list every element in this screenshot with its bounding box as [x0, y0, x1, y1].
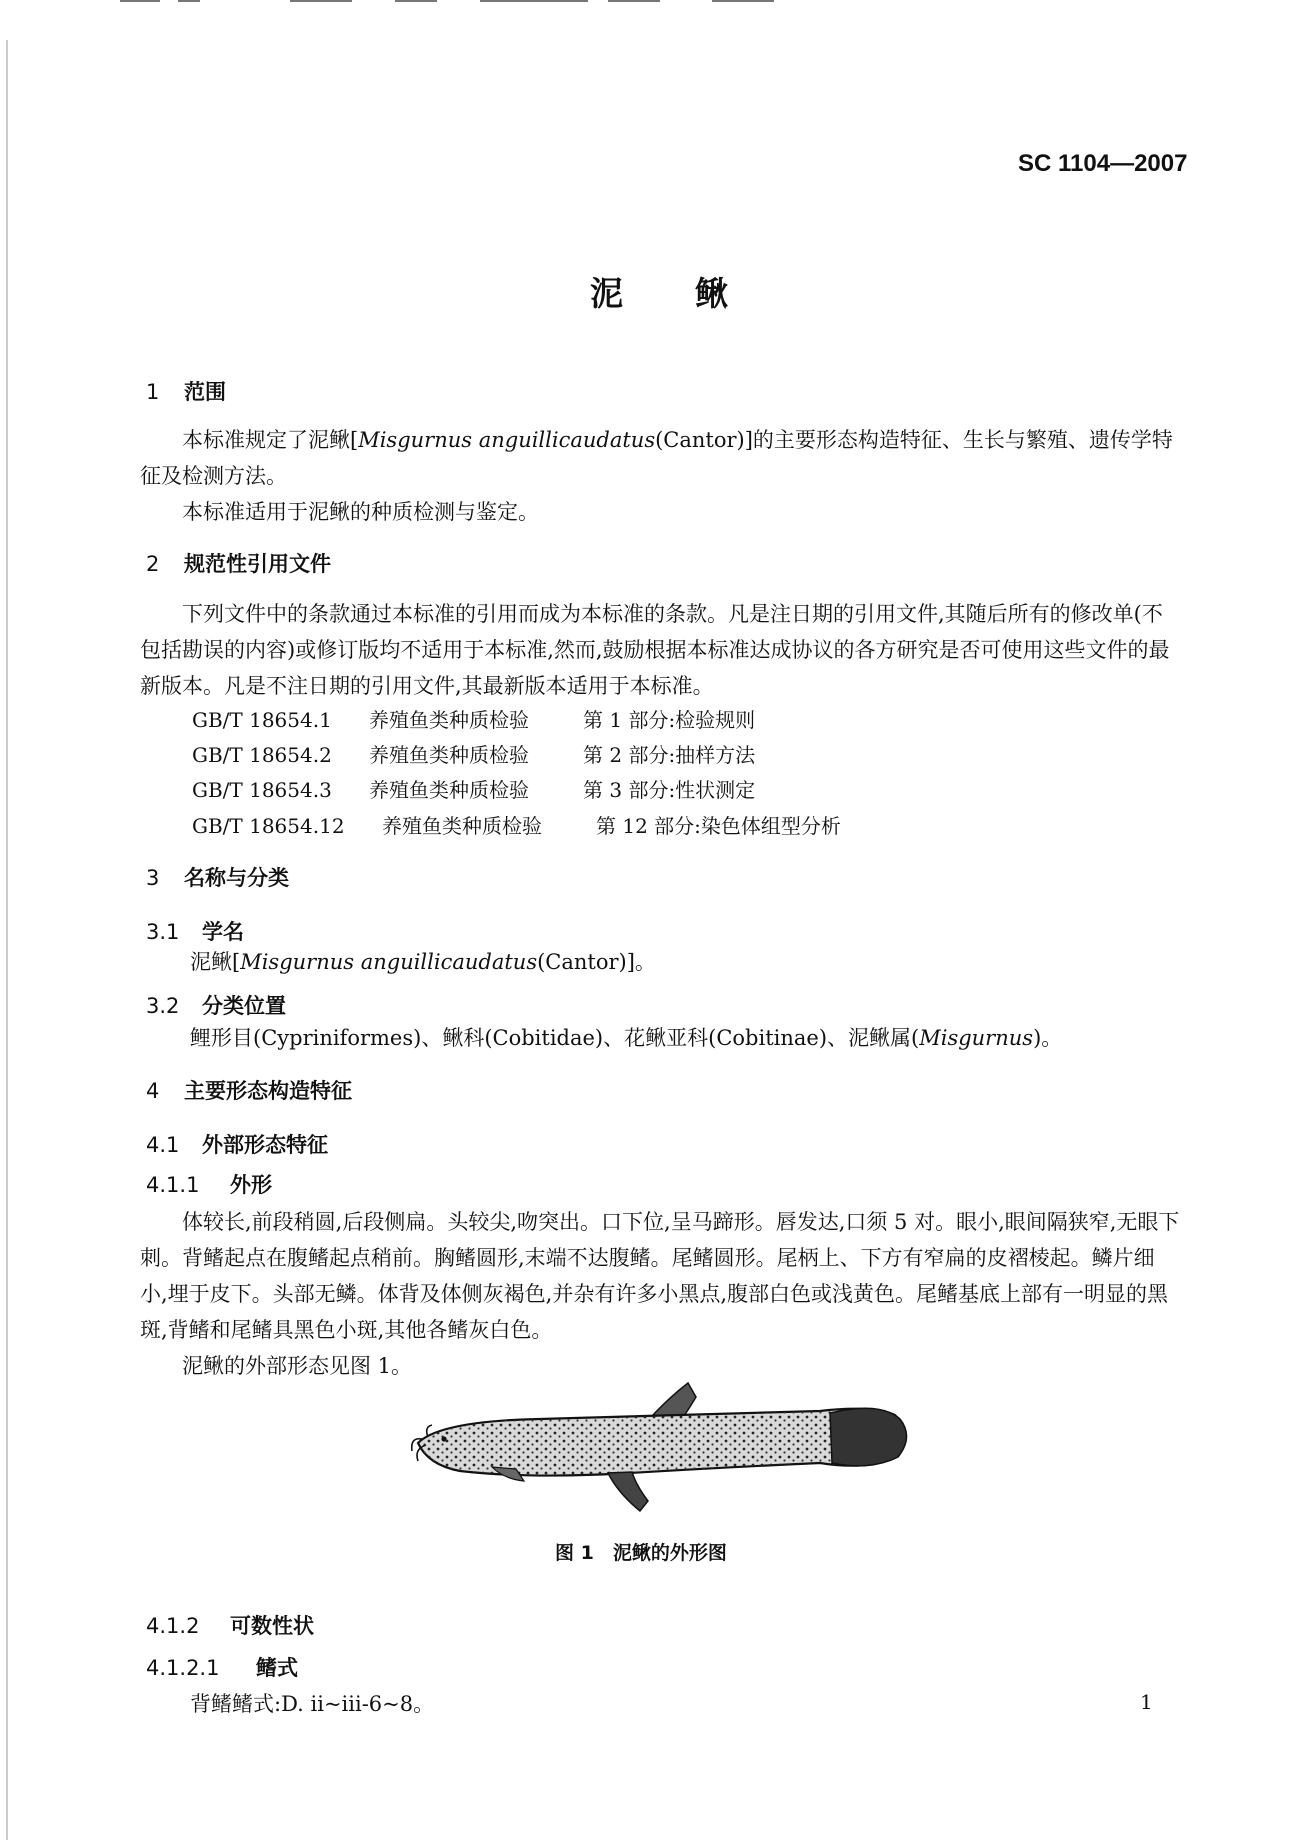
- page-number: 1: [1140, 1690, 1153, 1714]
- reference-item: GB/T 18654.3 养殖鱼类种质检验 第 3 部分:性状测定: [192, 778, 756, 802]
- tail-fin: [830, 1408, 907, 1466]
- section-4-1-2-1-heading: 4.1.2.1 鳍式: [146, 1656, 298, 1680]
- references-intro: 下列文件中的条款通过本标准的引用而成为本标准的条款。凡是注日期的引用文件,其随后所有的修改单(不包括勘误的内容)或修订版均不适用于本标准,然而,鼓励根据本标准达成协议的各方研究是否可使用这些文件的最新版本。凡是不注日期的引用文件,其最新版本适用于本标准。: [140, 602, 1170, 698]
- scan-mark: [395, 0, 437, 2]
- scan-mark: [120, 0, 160, 2]
- figure-reference: 泥鳅的外部形态见图 1。: [182, 1354, 413, 1378]
- taxonomic-position: 鲤形目(Cypriniformes)、鳅科(Cobitidae)、花鳅亚科(Cobitinae)、泥鳅属(Misgurnus)。: [190, 1026, 1063, 1050]
- section-4-1-2-heading: 4.1.2 可数性状: [146, 1614, 314, 1638]
- section-3-heading: 3 名称与分类: [146, 866, 289, 890]
- section-3-1-heading: 3.1 学名: [146, 920, 244, 944]
- figure-caption: 图 1 泥鳅的外形图: [555, 1542, 727, 1564]
- section-2-heading: 2 规范性引用文件: [146, 552, 331, 576]
- section-4-1-1-heading: 4.1.1 外形: [146, 1173, 272, 1197]
- scan-edge: [6, 40, 8, 1840]
- scan-mark: [480, 0, 588, 2]
- standard-number: SC 1104—2007: [1018, 150, 1188, 177]
- scan-mark: [608, 0, 660, 2]
- morphology-paragraph: 体较长,前段稍圆,后段侧扁。头较尖,吻突出。口下位,呈马蹄形。唇发达,口须 5 对。眼小,眼间隔狭窄,无眼下刺。背鳍起点在腹鳍起点稍前。胸鳍圆形,末端不达腹鳍。尾鳍圆形。尾柄上、下方有窄扁的皮褶棱起。鳞片细小,埋于皮下。头部无鳞。体背及体侧灰褐色,并杂有许多小黑点,腹部白色或浅黄色。尾鳍基底上部有一明显的黑斑,背鳍和尾鳍具黑色小斑,其他各鳍灰白色。: [140, 1210, 1180, 1342]
- scan-mark: [178, 0, 200, 2]
- section-1-body: [140, 422, 1180, 530]
- reference-item: GB/T 18654.12 养殖鱼类种质检验 第 12 部分:染色体组型分析: [192, 814, 841, 838]
- section-4-heading: 4 主要形态构造特征: [146, 1079, 352, 1103]
- document-title: 泥 鳅: [590, 274, 728, 313]
- section-1-heading: 1 范围: [146, 380, 226, 404]
- section-4-1-heading: 4.1 外部形态特征: [146, 1133, 328, 1157]
- section-3-2-heading: 3.2 分类位置: [146, 994, 286, 1018]
- eye: [441, 1436, 446, 1441]
- scan-mark: [712, 0, 774, 2]
- scientific-name: 泥鳅[Misgurnus anguillicaudatus(Cantor)]。: [190, 950, 656, 974]
- applicability-paragraph: 本标准适用于泥鳅的种质检测与鉴定。: [182, 500, 539, 524]
- scan-mark: [290, 0, 352, 2]
- reference-item: GB/T 18654.2 养殖鱼类种质检验 第 2 部分:抽样方法: [192, 743, 756, 767]
- pelvic-fin: [608, 1472, 648, 1511]
- dorsal-fin-formula: 背鳍鳍式:D. ii~iii-6~8。: [190, 1692, 435, 1716]
- loach-figure: [400, 1375, 920, 1525]
- reference-item: GB/T 18654.1 养殖鱼类种质检验 第 1 部分:检验规则: [192, 708, 756, 732]
- morphology-body: [140, 1204, 1180, 1384]
- scope-paragraph: 本标准规定了泥鳅[Misgurnus anguillicaudatus(Cantor)]的主要形态构造特征、生长与繁殖、遗传学特征及检测方法。: [140, 428, 1173, 488]
